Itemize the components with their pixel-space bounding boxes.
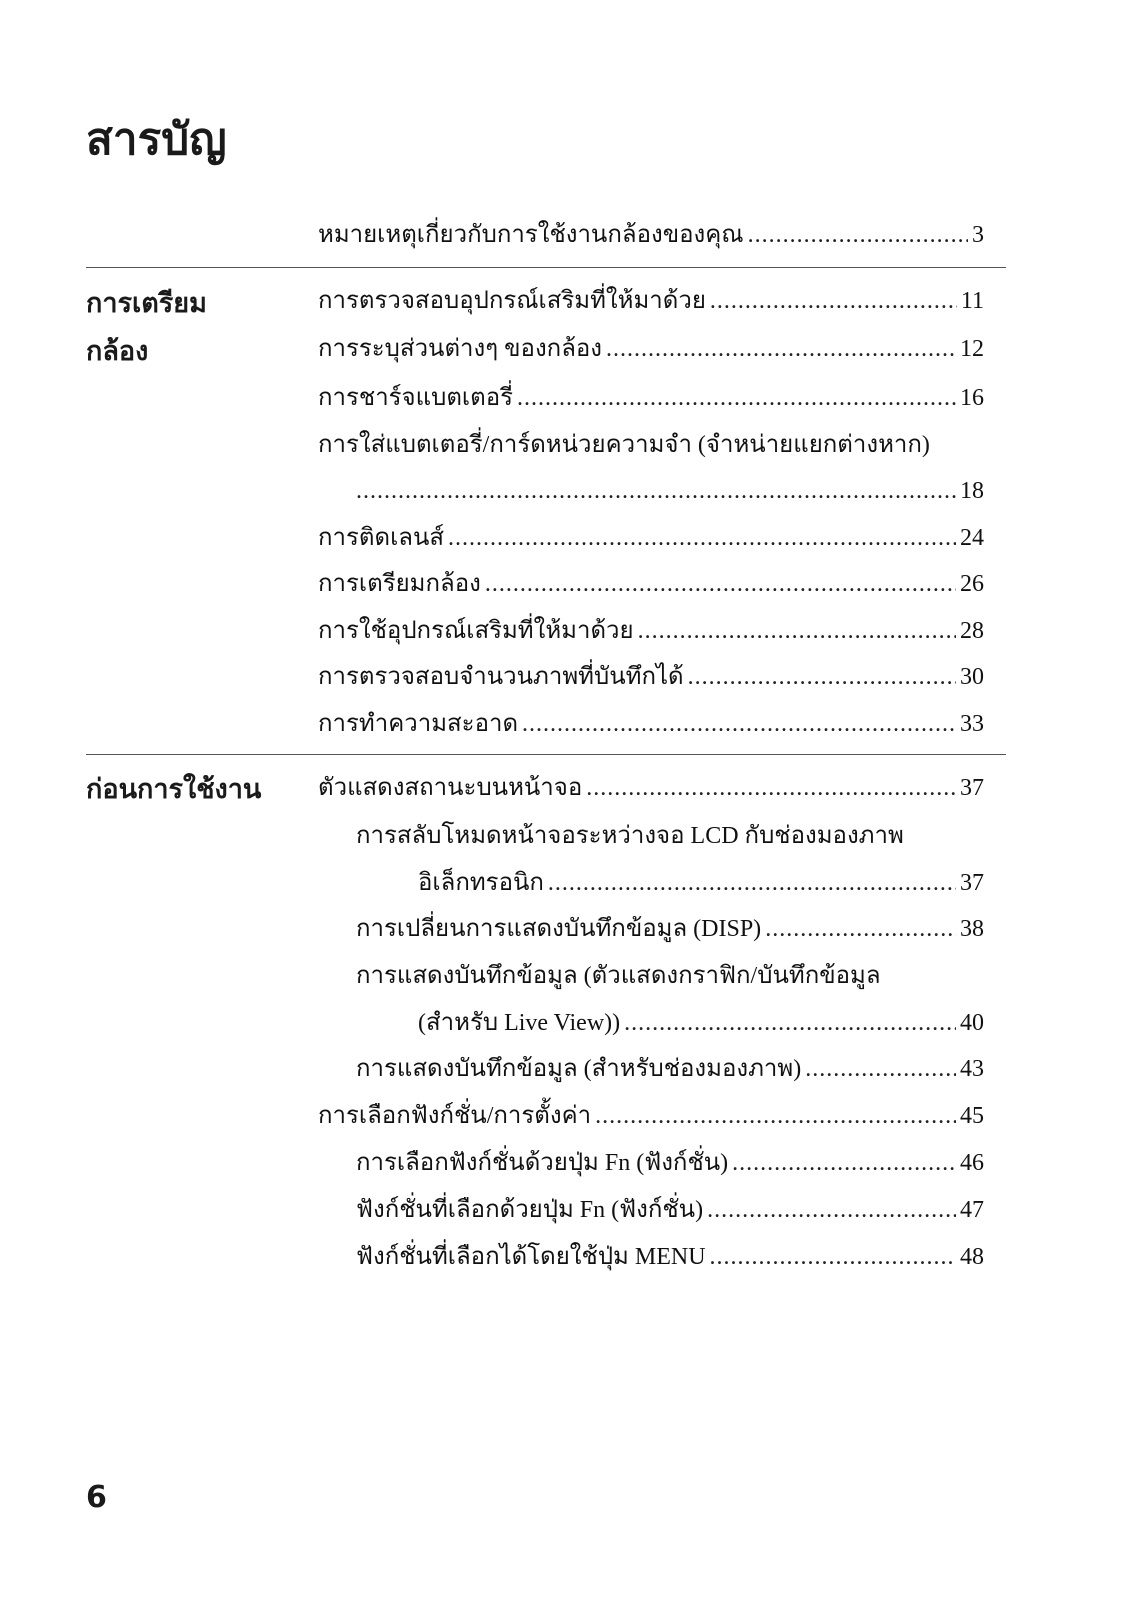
toc-entry-label: การชาร์จแบตเตอรี่ <box>318 385 513 411</box>
toc-entry-page: 28 <box>960 618 984 644</box>
toc-entry[interactable] <box>356 1052 984 1086</box>
leader-dots <box>638 614 956 648</box>
toc-entry-label: ตัวแสดงสถานะบนหน้าจอ <box>318 775 583 801</box>
leader-dots <box>732 1146 956 1180</box>
leader-dots <box>356 474 956 508</box>
toc-entry-label[interactable]: การสลับโหมดหน้าจอระหว่างจอ LCD กับช่องมองภาพ <box>356 823 904 849</box>
section-heading-line: ก่อนการใช้งาน <box>86 774 262 805</box>
toc-entry-page: 48 <box>960 1244 984 1270</box>
toc-entry[interactable] <box>318 614 984 648</box>
toc-entry-page: 30 <box>960 664 984 690</box>
leader-dots <box>517 381 956 415</box>
leader-dots <box>710 1240 956 1274</box>
toc-entry-page: 16 <box>960 385 984 411</box>
toc-entry-label: (สำหรับ Live View)) <box>418 1010 621 1036</box>
leader-dots <box>522 707 956 741</box>
toc-entry-label: การติดเลนส์ <box>318 525 445 551</box>
toc-entry-page: 12 <box>960 336 984 362</box>
section-heading-line: กล้อง <box>86 336 149 367</box>
toc-entry[interactable] <box>318 707 984 741</box>
toc-entry[interactable] <box>356 1146 984 1180</box>
toc-entry-page: 26 <box>960 571 984 597</box>
toc-entry-page: 18 <box>960 478 984 504</box>
toc-entry-continuation[interactable] <box>356 474 984 508</box>
toc-entry-label: การตรวจสอบจำนวนภาพที่บันทึกได้ <box>318 664 684 690</box>
page-number: 6 <box>86 1480 107 1515</box>
toc-entry-page: 47 <box>960 1197 984 1223</box>
leader-dots <box>595 1099 956 1133</box>
toc-entry-label: ฟังก์ชั่นที่เลือกได้โดยใช้ปุ่ม MENU <box>356 1244 706 1270</box>
toc-entry-label: อิเล็กทรอนิก <box>418 870 544 896</box>
leader-dots <box>688 660 956 694</box>
toc-entry-page: 11 <box>960 288 984 314</box>
toc-entry-label: การเปลี่ยนการแสดงบันทึกข้อมูล (DISP) <box>356 916 762 942</box>
leader-dots <box>586 771 956 805</box>
section-divider <box>86 267 1006 268</box>
toc-entry-page: 3 <box>972 222 984 248</box>
section-divider <box>86 754 1006 755</box>
toc-entry-label: การแสดงบันทึกข้อมูล (สำหรับช่องมองภาพ) <box>356 1056 802 1082</box>
leader-dots <box>805 1052 956 1086</box>
toc-entry[interactable] <box>318 381 984 415</box>
toc-entry-page: 38 <box>960 916 984 942</box>
toc-entry-label[interactable]: การใส่แบตเตอรี่/การ์ดหน่วยความจำ (จำหน่ายแยกต่างหาก) <box>318 432 930 458</box>
toc-entry-page: 46 <box>960 1150 984 1176</box>
leader-dots <box>710 284 957 318</box>
toc-entry-page: 40 <box>960 1010 984 1036</box>
toc-entry-page: 37 <box>960 775 984 801</box>
toc-entry[interactable] <box>318 521 984 555</box>
toc-entry[interactable] <box>318 660 984 694</box>
toc-entry-page: 24 <box>960 525 984 551</box>
toc-entry-label: การเลือกฟังก์ชั่น/การตั้งค่า <box>318 1103 592 1129</box>
toc-entry-continuation[interactable] <box>418 1006 984 1040</box>
leader-dots <box>448 521 956 555</box>
toc-entry-label: การเลือกฟังก์ชั่นด้วยปุ่ม Fn (ฟังก์ชั่น) <box>356 1150 729 1176</box>
toc-entry-page: 43 <box>960 1056 984 1082</box>
toc-entry-label: การทำความสะอาด <box>318 711 519 737</box>
toc-entry-page: 37 <box>960 870 984 896</box>
toc-entry-label: การระบุส่วนต่างๆ ของกล้อง <box>318 336 603 362</box>
toc-entry[interactable] <box>356 1240 984 1274</box>
toc-entry-label: การใช้อุปกรณ์เสริมที่ให้มาด้วย <box>318 618 634 644</box>
toc-entry-label: การเตรียมกล้อง <box>318 571 481 597</box>
leader-dots <box>606 332 956 366</box>
toc-entry-page: 45 <box>960 1103 984 1129</box>
toc-entry[interactable] <box>318 1099 984 1133</box>
toc-entry[interactable] <box>356 912 984 946</box>
toc-entry-label[interactable]: การแสดงบันทึกข้อมูล (ตัวแสดงกราฟิก/บันทึกข้อมูล <box>356 963 881 989</box>
toc-entry[interactable] <box>318 332 984 366</box>
leader-dots <box>707 1193 956 1227</box>
leader-dots <box>765 912 956 946</box>
toc-entry-label: การตรวจสอบอุปกรณ์เสริมที่ให้มาด้วย <box>318 288 706 314</box>
toc-entry-label: ฟังก์ชั่นที่เลือกด้วยปุ่ม Fn (ฟังก์ชั่น) <box>356 1197 704 1223</box>
leader-dots <box>485 567 956 601</box>
section-heading-line: การเตรียม <box>86 288 207 319</box>
toc-entry[interactable] <box>318 567 984 601</box>
leader-dots <box>748 218 968 252</box>
toc-entry-continuation[interactable] <box>418 866 984 900</box>
page-title: สารบัญ <box>86 114 227 165</box>
toc-entry-intro[interactable] <box>318 218 984 252</box>
toc-entry[interactable] <box>356 1193 984 1227</box>
leader-dots <box>548 866 956 900</box>
toc-entry-page: 33 <box>960 711 984 737</box>
toc-entry[interactable] <box>318 771 984 805</box>
toc-entry-label: หมายเหตุเกี่ยวกับการใช้งานกล้องของคุณ <box>318 222 744 248</box>
toc-entry[interactable] <box>318 284 984 318</box>
leader-dots <box>624 1006 956 1040</box>
